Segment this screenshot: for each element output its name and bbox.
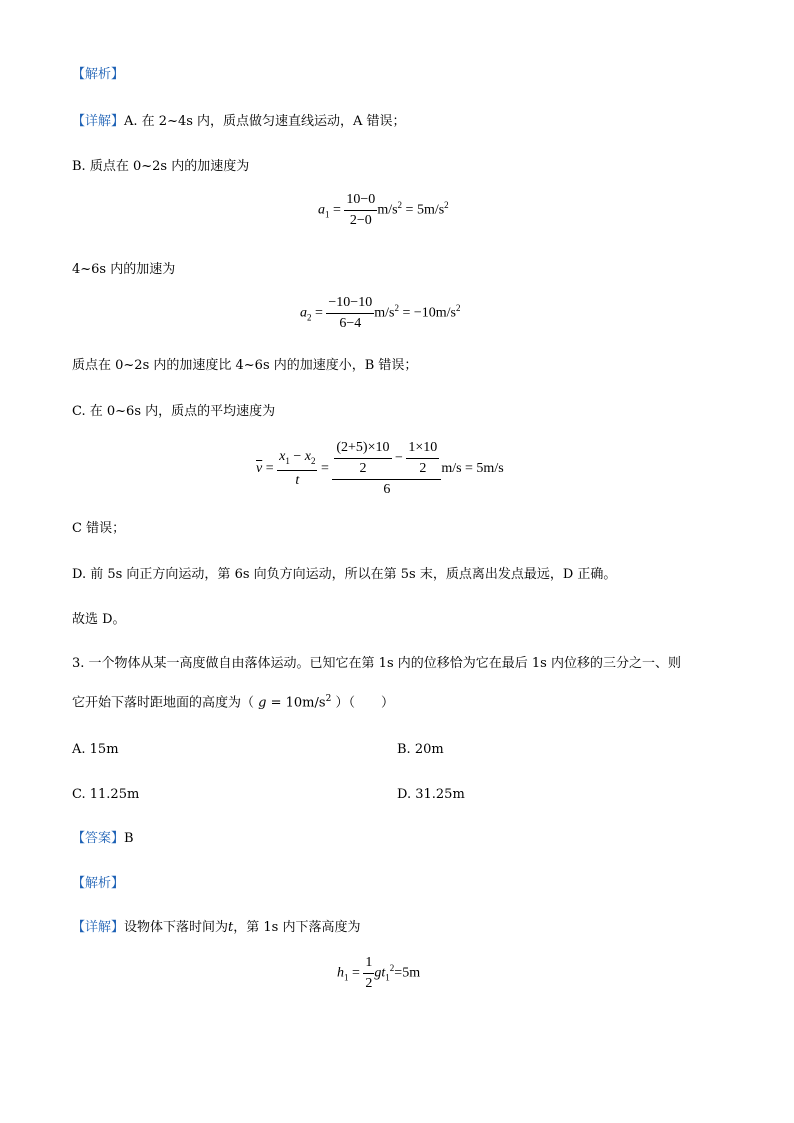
eq-v-result: m/s = 5m/s — [441, 461, 504, 477]
eq-a2-num: −10−10 — [326, 293, 374, 314]
detail-line-b: B. 质点在 0~2s 内的加速度为 — [72, 159, 250, 174]
question-3-line1: 3. 一个物体从某一高度做自由落体运动。已知它在第 1s 内的位移恰为它在最后 1s 内位移的三分之一、则 — [72, 656, 681, 671]
equation-a2: $a_2$ = $\frac{-10-10}{6-4}$ $m/s^2 = -10m/s^2$ — [300, 293, 460, 334]
option-b: B. 20m — [397, 742, 444, 757]
eq-v-subfrac-a: $\frac{(2+5)\times 10}{2}$ — [336, 440, 390, 476]
eq-a2-var: a — [300, 305, 307, 321]
detail-2-pre: 设物体下落时间为 — [124, 920, 229, 935]
analysis-tag: 【解析】 — [72, 67, 125, 82]
detail-2-post: ，第 1s 内下落高度为 — [233, 920, 361, 935]
eq-h1-g: g — [374, 965, 382, 981]
detail-2-t-var: t — [228, 920, 234, 935]
eq-v-frac1 — [277, 447, 317, 492]
q3-g-exp: 2 — [325, 694, 332, 704]
eq-v-bigfrac-den: 6 — [383, 482, 391, 497]
eq-h1-sub: 1 — [344, 972, 349, 983]
line-compare: 质点在 0~2s 内的加速度比 4~6s 内的加速度小，B 错误； — [72, 358, 418, 373]
detail-line-c: C. 在 0~6s 内，质点的平均速度为 — [72, 404, 276, 419]
eq-a2-exp: 2 — [394, 303, 399, 314]
eq-a1-var: a — [318, 202, 325, 218]
detail-line-d: D. 前 5s 向正方向运动，第 6s 向负方向运动，所以在第 5s 末，质点离出发点最远，D 正确。 — [72, 567, 617, 582]
equation-a1: $a_1$ = $\frac{10-0}{2-0}$ $m/s^2 = 5m/s^2$ — [318, 190, 449, 231]
line-4-6s: 4~6s 内的加速为 — [72, 262, 176, 277]
q3-text-pre: 它开始下落时距地面的高度为（ — [72, 695, 255, 711]
line-choose: 故选 D。 — [72, 612, 126, 627]
q3-g-val: = 10m/s — [266, 695, 326, 711]
analysis-tag-2: 【解析】 — [72, 876, 125, 891]
eq-v-bigfrac — [332, 438, 441, 500]
eq-a1-den: 2−0 — [349, 213, 372, 228]
eq-v-frac1-den: t — [295, 473, 300, 489]
eq-a1-fraction — [344, 190, 377, 231]
eq-a2-fraction — [326, 293, 374, 334]
eq-h1-fraction: $\frac{1}{2}$ — [365, 955, 373, 991]
line-c-wrong: C 错误； — [72, 521, 126, 536]
eq-a1-exp: 2 — [397, 200, 403, 211]
detail-tag: 【详解】 — [72, 114, 125, 129]
option-a: A. 15m — [72, 742, 119, 757]
equation-h1: $h_1$ = $\frac{1}{2}$ $gt_1^2=5m$ — [337, 953, 420, 994]
eq-a2-rhs-exp: 2 — [455, 303, 461, 314]
option-c: C. 11.25m — [72, 787, 140, 802]
eq-v-var: $\overline{v}$ — [256, 461, 263, 477]
eq-a2-den: 6−4 — [339, 316, 362, 331]
eq-h1-var: h — [337, 965, 344, 981]
detail-line-a — [72, 113, 406, 131]
eq-h1-rhs: =5m — [394, 965, 421, 981]
eq-a2-unit: m/s — [374, 305, 395, 321]
detail-text-a: A. 在 2~4s 内，质点做匀速直线运动，A 错误； — [124, 114, 406, 129]
question-3-line2 — [72, 690, 394, 712]
eq-a1-sub: 1 — [325, 209, 330, 220]
eq-h1-t-exp: 2 — [389, 963, 395, 974]
answer-value: B — [124, 831, 134, 846]
eq-a1-unit: m/s — [377, 202, 398, 218]
eq-a2-rhs: = −10m/s — [402, 305, 456, 321]
eq-a2-sub: 2 — [307, 312, 312, 323]
eq-h1-t-sub: 1 — [385, 972, 390, 983]
eq-a1-rhs: = 5m/s — [405, 202, 445, 218]
eq-h1-t: t — [381, 965, 386, 981]
eq-v-subfrac-b: $\frac{1\times 10}{2}$ — [408, 440, 438, 476]
eq-a1-rhs-exp: 2 — [444, 200, 449, 211]
eq-v-frac1-num: $x_1 - x_2$ — [277, 447, 317, 472]
detail-tag-2: 【详解】 — [72, 920, 125, 935]
option-d: D. 31.25m — [397, 787, 465, 802]
eq-a1-num: 10−0 — [344, 190, 377, 211]
q3-text-post: ）（ ） — [335, 695, 394, 711]
detail-line-2 — [72, 919, 360, 937]
answer-line — [72, 830, 134, 848]
answer-tag: 【答案】 — [72, 831, 125, 846]
eq-v-bigfrac-num: $\frac{(2+5)\times 10}{2}$ − $\frac{1\times 10}{2}$ — [332, 438, 441, 480]
equation-v: $\overline{v}$ = $\frac{x_1 - x_2}{t}$ = $\frac{(2+5)\times 10}{2}$ − $\frac{1\times 10}{2}$ 6 m/s = 5m/s — [256, 438, 504, 500]
q3-g-var: g — [258, 695, 267, 711]
